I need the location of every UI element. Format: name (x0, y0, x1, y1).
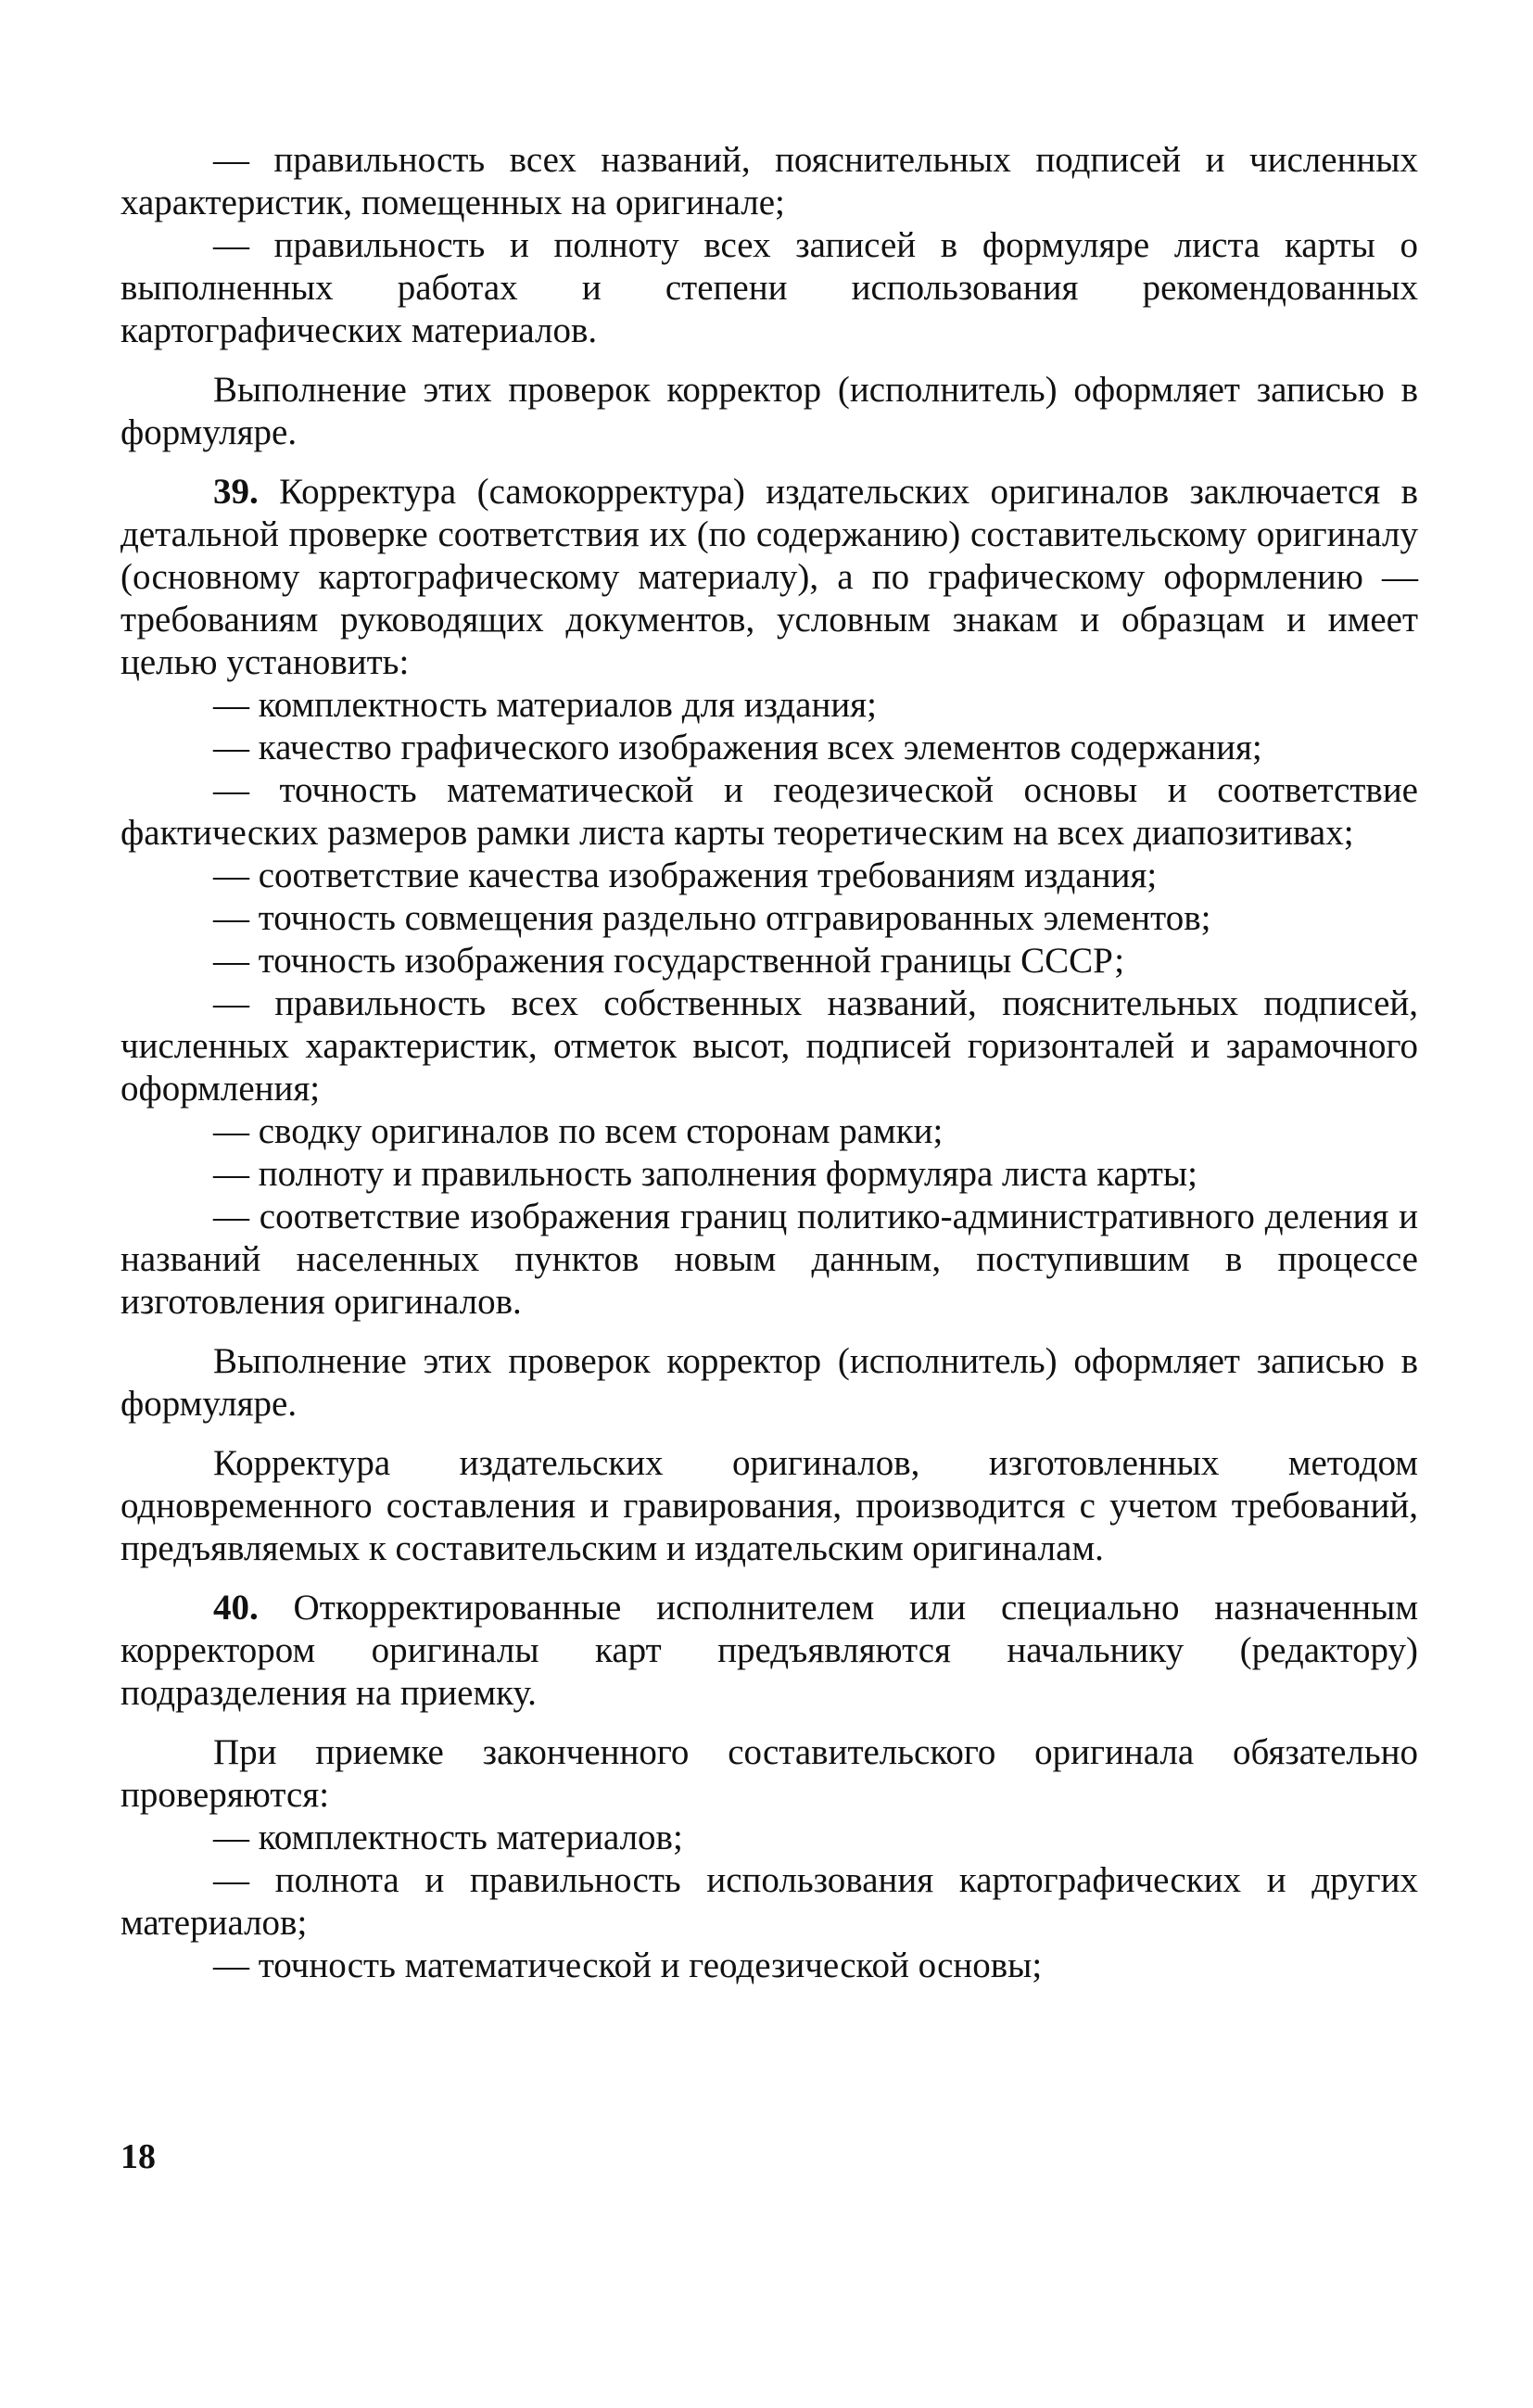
list-item: — точность совмещения раздельно отгравированных элементов; (213, 898, 1211, 938)
list-item: — качество графического изображения всех элементов содержания; (213, 728, 1262, 767)
list-item: — комплектность материалов для издания; (213, 685, 877, 725)
section-39-number: 39. (213, 472, 259, 512)
list-item: — точность математической и геодезической основы; (213, 1945, 1043, 1985)
section-39-text: Корректура (самокорректура) издательских оригиналов заключается в детальной проверке соответствия их (по содержанию) составительскому оригиналу (основному картографическому материалу), а по графическому оформлению — требованиям руководящих документов, условным знакам и образцам и имеет целью установить: (120, 472, 1418, 682)
list-item: — соответствие качества изображения требованиям издания; (213, 855, 1158, 895)
list-item: — соответствие изображения границ политико-административного деления и названий населенных пунктов новым данным, поступившим в процессе изготовления оригиналов. (120, 1197, 1418, 1322)
paragraph: При приемке законченного составительского оригинала обязательно проверяются: (120, 1732, 1418, 1815)
list-item: — сводку оригиналов по всем сторонам рамки; (213, 1111, 944, 1151)
paragraph: Корректура издательских оригиналов, изготовленных методом одновременного составления и гравирования, производится с учетом требований, предъявляемых к составительским и издательским оригиналам. (120, 1443, 1418, 1568)
section-40-number: 40. (213, 1588, 259, 1628)
list-item: — точность математической и геодезической основы и соответствие фактических размеров рамки листа карты теоретическим на всех диапозитивах; (120, 770, 1418, 853)
section-39-paragraph (120, 471, 1418, 684)
paragraph: Выполнение этих проверок корректор (исполнитель) оформляет записью в формуляре. (120, 1341, 1418, 1424)
section-40-text: Откорректированные исполнителем или специально назначенным корректором оригиналы карт предъявляются начальнику (редактору) подразделения на приемку. (120, 1588, 1418, 1713)
document-page (120, 139, 1418, 1987)
list-item: — полнота и правильность использования картографических и других материалов; (120, 1860, 1418, 1943)
section-40-paragraph (120, 1587, 1418, 1715)
page-number: 18 (120, 2137, 156, 2176)
list-item: — правильность всех собственных названий, пояснительных подписей, численных характеристик, отметок высот, подписей горизонталей и зарамочного оформления; (120, 983, 1418, 1109)
list-item: — точность изображения государственной границы СССР; (213, 941, 1125, 981)
list-item: — правильность и полноту всех записей в формуляре листа карты о выполненных работах и степени использования рекомендованных картографических материалов. (120, 225, 1418, 350)
list-item: — полноту и правильность заполнения формуляра листа карты; (213, 1154, 1197, 1194)
list-item: — правильность всех названий, пояснительных подписей и численных характеристик, помещенных на оригинале; (120, 140, 1418, 222)
paragraph: Выполнение этих проверок корректор (исполнитель) оформляет записью в формуляре. (120, 370, 1418, 452)
list-item: — комплектность материалов; (213, 1818, 683, 1857)
